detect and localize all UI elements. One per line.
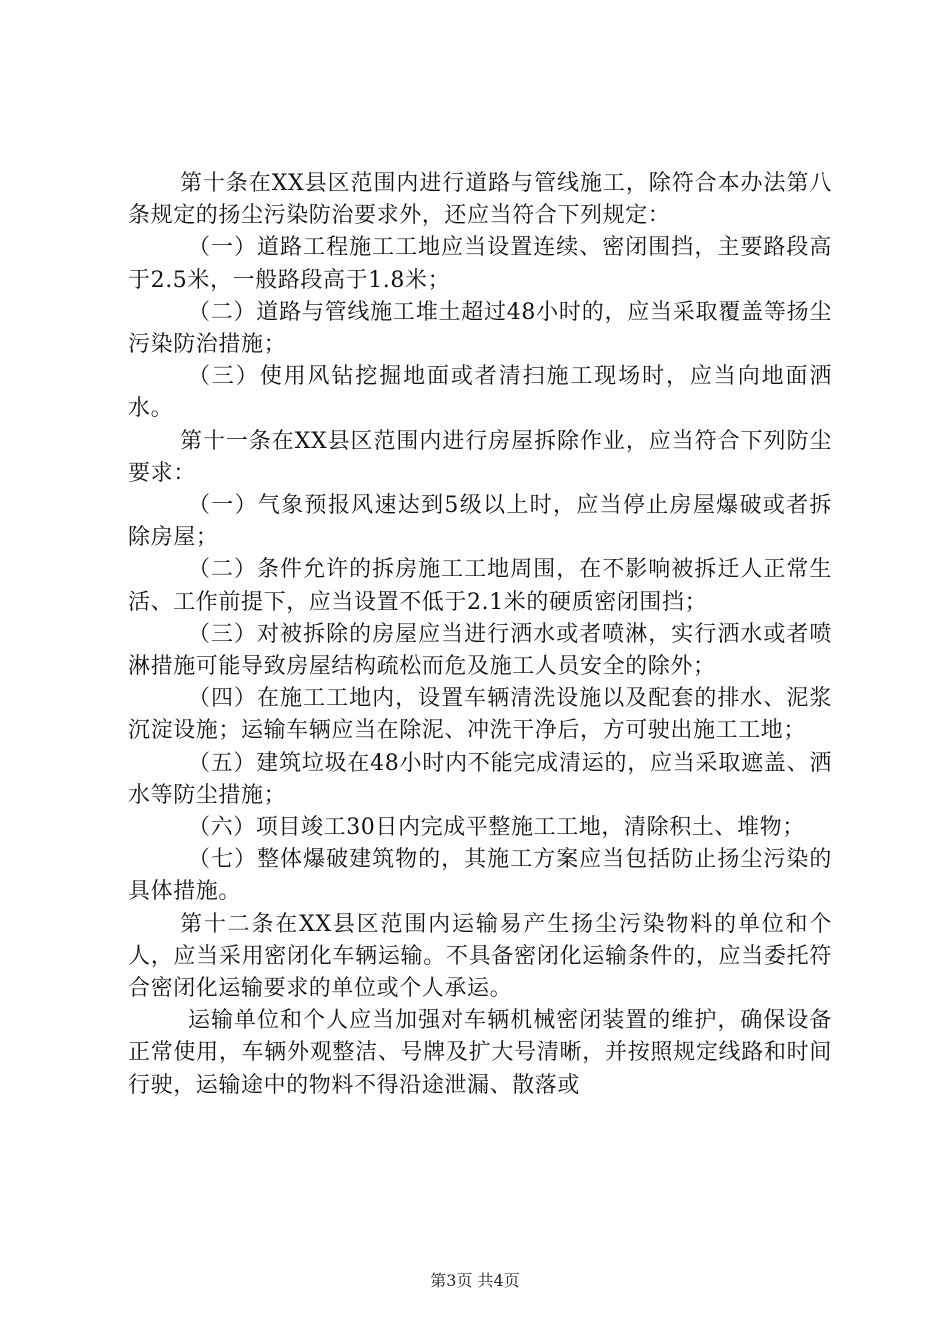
article-10-item-3: （三）使用风钻挖掘地面或者清扫施工现场时，应当向地面洒水。: [128, 364, 832, 422]
article-10-item-2: （二）道路与管线施工堆土超过48小时的，应当采取覆盖等扬尘污染防治措施；: [128, 299, 832, 358]
page-footer: 第3页 共4页: [430, 1271, 520, 1290]
article-11-item-3: （三）对被拆除的房屋应当进行洒水或者喷淋，实行洒水或者喷淋措施可能导致房屋结构疏松而危及施工人员安全的除外；: [128, 621, 832, 680]
article-11-item-1: （一）气象预报风速达到5级以上时，应当停止房屋爆破或者拆除房屋；: [128, 493, 832, 551]
document-body: [128, 168, 832, 1102]
article-11-item-4: （四）在施工工地内，设置车辆清洗设施以及配套的排水、泥浆沉淀设施；运输车辆应当在除泥、冲洗干净后，方可驶出施工工地；: [128, 686, 832, 744]
article-10-paragraph: 第十条在XX县区范围内进行道路与管线施工，除符合本办法第八条规定的扬尘污染防治要求外，还应当符合下列规定：: [128, 171, 832, 229]
article-10-item-1: （一）道路工程施工工地应当设置连续、密闭围挡，主要路段高于2.5米，一般路段高于1.8米；: [128, 235, 832, 293]
article-11-item-2: （二）条件允许的拆房施工工地周围，在不影响被拆迁人正常生活、工作前提下，应当设置不低于2.1米的硬质密闭围挡；: [128, 557, 832, 615]
article-11-paragraph: 第十一条在XX县区范围内进行房屋拆除作业，应当符合下列防尘要求：: [128, 428, 832, 486]
article-12-continuation: 运输单位和个人应当加强对车辆机械密闭装置的维护，确保设备正常使用，车辆外观整洁、号牌及扩大号清晰，并按照规定线路和时间行驶，运输途中的物料不得沿途泄漏、散落或: [128, 1008, 832, 1098]
article-11-item-6: （六）项目竣工30日内完成平整施工工地，清除积土、堆物；: [188, 815, 805, 841]
article-11-item-7: （七）整体爆破建筑物的，其施工方案应当包括防止扬尘污染的具体措施。: [128, 847, 832, 905]
article-11-item-5: （五）建筑垃圾在48小时内不能完成清运的，应当采取遮盖、洒水等防尘措施；: [128, 750, 832, 808]
article-12-paragraph: 第十二条在XX县区范围内运输易产生扬尘污染物料的单位和个人，应当采用密闭化车辆运输。不具备密闭化运输条件的，应当委托符合密闭化运输要求的单位或个人承运。: [128, 911, 832, 1002]
